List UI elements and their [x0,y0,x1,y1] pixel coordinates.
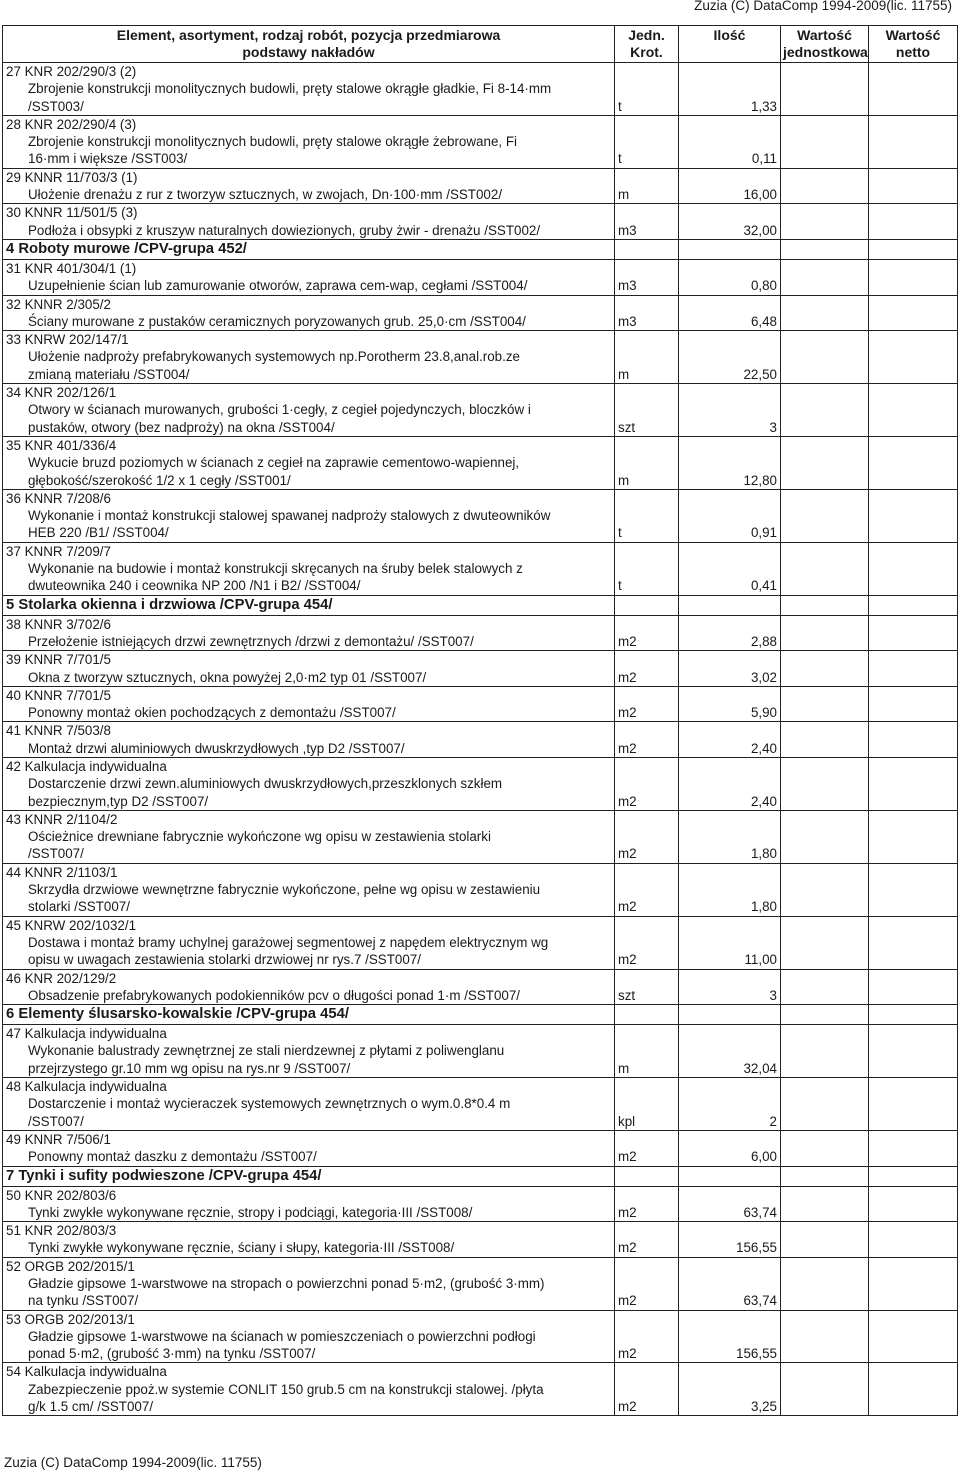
table-row [3,259,958,295]
item-description [3,295,615,331]
header-license-note: Zuzia (C) DataComp 1994-2009(lic. 11755) [694,0,952,13]
item-description [3,1186,615,1222]
empty-cell [679,1166,781,1186]
item-description-line: Wykonanie na budowie i montaż konstrukcji skręcanych na śruby belek stalowych z [28,561,523,577]
item-unit-value [781,542,869,595]
item-quantity: 6,48 [679,295,781,331]
item-quantity: 22,50 [679,331,781,384]
item-unit: m3 [615,259,679,295]
footer-license-note: Zuzia (C) DataComp 1994-2009(lic. 11755) [4,1455,262,1470]
item-net-value [869,204,958,240]
table-row [3,757,958,810]
item-description-line: 16·mm i większe /SST003/ [28,151,188,167]
item-description [3,615,615,651]
item-description-line: Gładzie gipsowe 1-warstwowe na stropach o powierzchni ponad 5·m2, (grubość 3·mm) [28,1276,545,1291]
item-code: 48 Kalkulacja indywidualna [6,1079,167,1095]
column-header-jedn [615,26,679,63]
item-quantity: 2,88 [679,615,781,651]
item-description-line: Przełożenie istniejących drzwi zewnętrznych /drzwi z demontażu/ /SST007/ [28,633,474,649]
item-unit: m [615,331,679,384]
item-quantity: 1,80 [679,810,781,863]
table-row [3,115,958,168]
table-row [3,651,958,687]
item-description-line: Obsadzenie prefabrykowanych podokienników pcv o długości ponad 1·m /SST007/ [28,987,521,1003]
section-title: 6 Elementy ślusarsko-kowalskie /CPV-grupa 454/ [3,1005,615,1025]
item-quantity: 0,41 [679,542,781,595]
item-description-line: przejrzystego gr.10 mm wg opisu na rys.nr 9 /SST007/ [28,1060,351,1076]
table-row [3,542,958,595]
item-code: 49 KNNR 7/506/1 [6,1131,111,1147]
column-header-ilosc: Ilość [679,26,781,63]
item-code: 30 KNNR 11/501/5 (3) [6,205,138,221]
item-unit-value [781,63,869,116]
item-description [3,916,615,969]
column-header-unit-value-line2: jednostkowa [783,44,868,60]
item-code: 36 KNNR 7/208/6 [6,490,111,506]
table-row [3,295,958,331]
item-unit-value [781,1222,869,1258]
item-code: 45 KNRW 202/1032/1 [6,917,137,933]
table-row [3,1363,958,1416]
item-unit: m2 [615,757,679,810]
item-description-line: /SST007/ [28,846,84,862]
item-description-line: Gładzie gipsowe 1-warstwowe na ścianach w pomieszczeniach o powierzchni podłogi [28,1328,536,1344]
item-code: 34 KNR 202/126/1 [6,385,117,401]
item-quantity: 5,90 [679,686,781,722]
item-unit-value [781,489,869,542]
item-unit: m2 [615,722,679,758]
item-unit: m [615,1025,679,1078]
item-unit: t [615,63,679,116]
item-unit: m2 [615,615,679,651]
item-net-value [869,969,958,1005]
item-net-value [869,1025,958,1078]
item-unit-value [781,168,869,204]
item-quantity: 0,80 [679,259,781,295]
item-unit-value [781,916,869,969]
item-description [3,863,615,916]
table-row [3,489,958,542]
item-quantity: 0,91 [679,489,781,542]
item-code: 41 KNNR 7/503/8 [6,723,111,739]
item-quantity: 32,00 [679,204,781,240]
item-net-value [869,63,958,116]
item-quantity: 12,80 [679,436,781,489]
item-net-value [869,1363,958,1416]
item-quantity: 2,40 [679,757,781,810]
column-header-net-value [869,26,958,63]
item-description [3,115,615,168]
item-description-line: /SST007/ [28,1113,84,1129]
item-description [3,1025,615,1078]
item-code: 53 ORGB 202/2013/1 [6,1311,135,1327]
item-description-line: Ułożenie drenażu z rur z tworzyw sztucznych, w zwojach, Dn·100·mm /SST002/ [28,187,503,203]
item-unit-value [781,722,869,758]
item-quantity: 2,40 [679,722,781,758]
item-unit: m2 [615,1130,679,1166]
section-row [3,595,958,615]
item-unit: m2 [615,1310,679,1363]
item-description [3,757,615,810]
empty-cell [869,239,958,259]
item-quantity: 63,74 [679,1186,781,1222]
item-description [3,489,615,542]
item-quantity: 32,04 [679,1025,781,1078]
item-description-line: Ponowny montaż daszku z demontażu /SST007/ [28,1149,317,1165]
column-header-krot-label: Krot. [630,44,663,60]
table-row [3,331,958,384]
table-row [3,1025,958,1078]
item-description [3,1130,615,1166]
item-code: 33 KNRW 202/147/1 [6,332,129,348]
item-unit-value [781,115,869,168]
item-quantity: 3 [679,384,781,437]
item-code: 29 KNNR 11/703/3 (1) [6,169,138,185]
item-code: 31 KNR 401/304/1 (1) [6,260,137,276]
item-description-line: Skrzydła drzwiowe wewnętrzne fabrycznie wykończone, pełne wg opisu w zestawieniu [28,882,541,898]
item-unit: m2 [615,1186,679,1222]
empty-cell [615,239,679,259]
item-quantity: 3 [679,969,781,1005]
item-unit: t [615,115,679,168]
item-description-line: Ściany murowane z pustaków ceramicznych poryzowanych grub. 25,0·cm /SST004/ [28,313,526,329]
empty-cell [679,239,781,259]
item-description-line: /SST003/ [28,98,84,114]
item-description [3,542,615,595]
item-description-line: bezpiecznym,typ D2 /SST007/ [28,793,209,809]
item-description-line: dwuteownika 240 i ceownika NP 200 /N1 i B2/ /SST004/ [28,578,361,594]
section-row [3,239,958,259]
item-quantity: 63,74 [679,1257,781,1310]
item-unit: m2 [615,916,679,969]
item-code: 39 KNNR 7/701/5 [6,652,111,668]
item-unit: t [615,542,679,595]
item-unit-value [781,1310,869,1363]
table-row [3,1257,958,1310]
item-description-line: Wykonanie balustrady zewnętrznej ze stali nierdzewnej z płytami z poliwenglanu [28,1043,505,1059]
item-quantity: 3,02 [679,651,781,687]
item-description-line: Ościeżnice drewniane fabrycznie wykończone wg opisu w zestawienia stolarki [28,829,491,845]
item-unit: m3 [615,295,679,331]
empty-cell [869,595,958,615]
item-quantity: 0,11 [679,115,781,168]
section-title: 7 Tynki i sufity podwieszone /CPV-grupa 454/ [3,1166,615,1186]
table-row [3,916,958,969]
item-net-value [869,115,958,168]
item-net-value [869,384,958,437]
item-description-line: opisu w uwagach zestawienia stolarki drzwiowej nr rys.7 /SST007/ [28,952,421,968]
item-unit-value [781,1363,869,1416]
table-row [3,686,958,722]
item-quantity: 156,55 [679,1222,781,1258]
item-quantity: 156,55 [679,1310,781,1363]
table-row [3,204,958,240]
column-header-element-line1: Element, asortyment, rodzaj robót, pozycja przedmiarowa [116,27,501,43]
item-unit-value [781,1186,869,1222]
item-net-value [869,1130,958,1166]
item-unit-value [781,757,869,810]
item-net-value [869,168,958,204]
section-row [3,1166,958,1186]
item-description-line: Okna z tworzyw sztucznych, okna powyżej 2,0·m2 typ 01 /SST007/ [28,669,427,685]
item-description-line: Dostarczenie i montaż wycieraczek systemowych zewnętrznych o wym.0.8*0.4 m [28,1096,511,1112]
item-unit: m [615,436,679,489]
item-description [3,1363,615,1416]
item-code: 51 KNR 202/803/3 [6,1223,117,1239]
column-header-net-value-line1: Wartość [885,27,941,43]
item-description-line: Dostawa i montaż bramy uchylnej garażowej segmentowej z napędem elektrycznym wg [28,934,549,950]
item-description [3,722,615,758]
item-code: 54 Kalkulacja indywidualna [6,1364,167,1380]
item-quantity: 11,00 [679,916,781,969]
item-unit: m2 [615,1257,679,1310]
item-description [3,1257,615,1310]
item-net-value [869,1257,958,1310]
item-net-value [869,331,958,384]
item-description [3,686,615,722]
item-unit: m3 [615,204,679,240]
item-net-value [869,436,958,489]
item-unit-value [781,651,869,687]
item-unit-value [781,204,869,240]
empty-cell [869,1005,958,1025]
table-row [3,1078,958,1131]
empty-cell [615,1166,679,1186]
item-description-line: Zbrojenie konstrukcji monolitycznych budowli, pręty stalowe okrągłe gładkie, Fi 8-14·mm [28,81,552,97]
table-row [3,1310,958,1363]
item-description [3,651,615,687]
table-row [3,1186,958,1222]
item-unit-value [781,331,869,384]
item-code: 28 KNR 202/290/4 (3) [6,116,137,132]
item-description [3,1310,615,1363]
item-description [3,204,615,240]
item-description-line: Ponowny montaż okien pochodzących z demontażu /SST007/ [28,705,396,721]
column-header-element [3,26,615,63]
item-description-line: głębokość/szerokość 1/2 x 1 cegły /SST001/ [28,472,291,488]
item-unit: szt [615,969,679,1005]
item-unit-value [781,863,869,916]
item-description-line: Otwory w ścianach murowanych, grubości 1·cegły, z cegieł pojedynczych, bloczków i [28,402,531,418]
table-row [3,969,958,1005]
item-description-line: Tynki zwykłe wykonywane ręcznie, ściany i słupy, kategoria·III /SST008/ [28,1240,455,1256]
item-quantity: 1,80 [679,863,781,916]
item-unit-value [781,384,869,437]
item-net-value [869,722,958,758]
column-header-element-line2: podstawy nakładów [242,44,375,60]
item-unit: m2 [615,651,679,687]
item-quantity: 3,25 [679,1363,781,1416]
empty-cell [679,595,781,615]
item-code: 46 KNR 202/129/2 [6,970,117,986]
section-title: 5 Stolarka okienna i drzwiowa /CPV-grupa 454/ [3,595,615,615]
column-header-unit-value-line1: Wartość [797,27,852,43]
item-net-value [869,810,958,863]
item-net-value [869,615,958,651]
item-net-value [869,1186,958,1222]
table-row [3,615,958,651]
item-description [3,168,615,204]
table-row [3,1222,958,1258]
section-row [3,1005,958,1025]
item-description-line: zmianą materiału /SST004/ [28,366,190,382]
table-row [3,436,958,489]
item-unit-value [781,615,869,651]
item-unit-value [781,295,869,331]
table-body [3,63,958,1416]
empty-cell [781,1166,869,1186]
item-unit-value [781,969,869,1005]
item-code: 50 KNR 202/803/6 [6,1187,117,1203]
table-row [3,863,958,916]
item-unit-value [781,810,869,863]
item-code: 47 Kalkulacja indywidualna [6,1026,167,1042]
item-description [3,1078,615,1131]
item-code: 38 KNNR 3/702/6 [6,616,111,632]
item-description-line: Podłoża i obsypki z kruszyw naturalnych dowiezionych, gruby żwir - drenażu /SST002/ [28,222,541,238]
item-description [3,1222,615,1258]
empty-cell [679,1005,781,1025]
table-row [3,63,958,116]
item-unit: m [615,168,679,204]
item-quantity: 6,00 [679,1130,781,1166]
item-unit: m2 [615,686,679,722]
item-code: 37 KNNR 7/209/7 [6,543,111,559]
column-header-unit-value [781,26,869,63]
empty-cell [781,1005,869,1025]
item-net-value [869,757,958,810]
item-unit-value [781,1257,869,1310]
item-unit: m2 [615,810,679,863]
item-description [3,384,615,437]
item-description-line: Dostarczenie drzwi zewn.aluminiowych dwuskrzydłowych,przeszklonych szkłem [28,776,503,792]
item-unit-value [781,436,869,489]
empty-cell [781,595,869,615]
item-unit-value [781,1130,869,1166]
item-code: 27 KNR 202/290/3 (2) [6,64,137,79]
item-unit: kpl [615,1078,679,1131]
item-net-value [869,651,958,687]
empty-cell [615,1005,679,1025]
item-description-line: pustaków, otwory (bez nadproży) na okna /SST004/ [28,419,335,435]
column-header-net-value-line2: netto [895,44,931,60]
item-description [3,436,615,489]
item-code: 43 KNNR 2/1104/2 [6,811,118,827]
item-net-value [869,259,958,295]
item-quantity: 1,33 [679,63,781,116]
item-net-value [869,863,958,916]
item-description [3,63,615,116]
item-net-value [869,542,958,595]
item-description-line: stolarki /SST007/ [28,899,130,915]
item-unit: m2 [615,1363,679,1416]
table-row [3,810,958,863]
item-description-line: Zbrojenie konstrukcji monolitycznych budowli, pręty stalowe okrągłe żebrowane, Fi [28,134,517,150]
item-quantity: 16,00 [679,168,781,204]
table-row [3,1130,958,1166]
item-description [3,259,615,295]
item-code: 52 ORGB 202/2015/1 [6,1258,135,1274]
table-row [3,168,958,204]
item-net-value [869,1078,958,1131]
item-code: 32 KNNR 2/305/2 [6,296,111,312]
item-description [3,331,615,384]
item-net-value [869,295,958,331]
item-unit: szt [615,384,679,437]
section-title: 4 Roboty murowe /CPV-grupa 452/ [3,239,615,259]
item-code: 42 Kalkulacja indywidualna [6,758,167,774]
item-unit-value [781,259,869,295]
item-net-value [869,1222,958,1258]
item-description [3,969,615,1005]
item-net-value [869,1310,958,1363]
item-description-line: na tynku /SST007/ [28,1293,139,1309]
item-quantity: 2 [679,1078,781,1131]
item-description-line: HEB 220 /B1/ /SST004/ [28,525,169,541]
item-unit-value [781,1078,869,1131]
empty-cell [615,595,679,615]
table-row [3,722,958,758]
item-description [3,810,615,863]
item-unit: m2 [615,863,679,916]
item-code: 40 KNNR 7/701/5 [6,687,111,703]
item-net-value [869,686,958,722]
item-description-line: Tynki zwykłe wykonywane ręcznie, stropy i podciągi, kategoria·III /SST008/ [28,1204,473,1220]
item-unit-value [781,1025,869,1078]
item-description-line: Wykucie bruzd poziomych w ścianach z cegieł na zaprawie cementowo-wapiennej, [28,455,520,471]
item-unit-value [781,686,869,722]
item-unit: m2 [615,1222,679,1258]
empty-cell [781,239,869,259]
item-description-line: Zabezpieczenie ppoż.w systemie CONLIT 150 grub.5 cm na konstrukcji stalowej. /płyta [28,1381,544,1397]
item-code: 44 KNNR 2/1103/1 [6,864,118,880]
item-description-line: Wykonanie i montaż konstrukcji stalowej spawanej nadproży stalowych z dwuteowników [28,508,551,524]
item-net-value [869,916,958,969]
cost-estimate-table [2,25,958,1416]
item-net-value [869,489,958,542]
item-description-line: Montaż drzwi aluminiowych dwuskrzydłowych ,typ D2 /SST007/ [28,740,405,756]
item-description-line: ponad 5·m2, (grubość 3·mm) na tynku /SST007/ [28,1346,316,1362]
table-row [3,384,958,437]
item-code: 35 KNR 401/336/4 [6,437,117,453]
item-unit: t [615,489,679,542]
item-description-line: g/k 1.5 cm/ /SST007/ [28,1399,154,1415]
item-description-line: Ułożenie nadproży prefabrykowanych systemowych np.Porotherm 23.8,anal.rob.ze [28,349,520,365]
item-description-line: Uzupełnienie ścian lub zamurowanie otworów, zaprawa cem-wap, cegłami /SST004/ [28,278,528,294]
column-header-jedn-label: Jedn. [628,27,665,43]
empty-cell [869,1166,958,1186]
table-header-row [3,26,958,63]
